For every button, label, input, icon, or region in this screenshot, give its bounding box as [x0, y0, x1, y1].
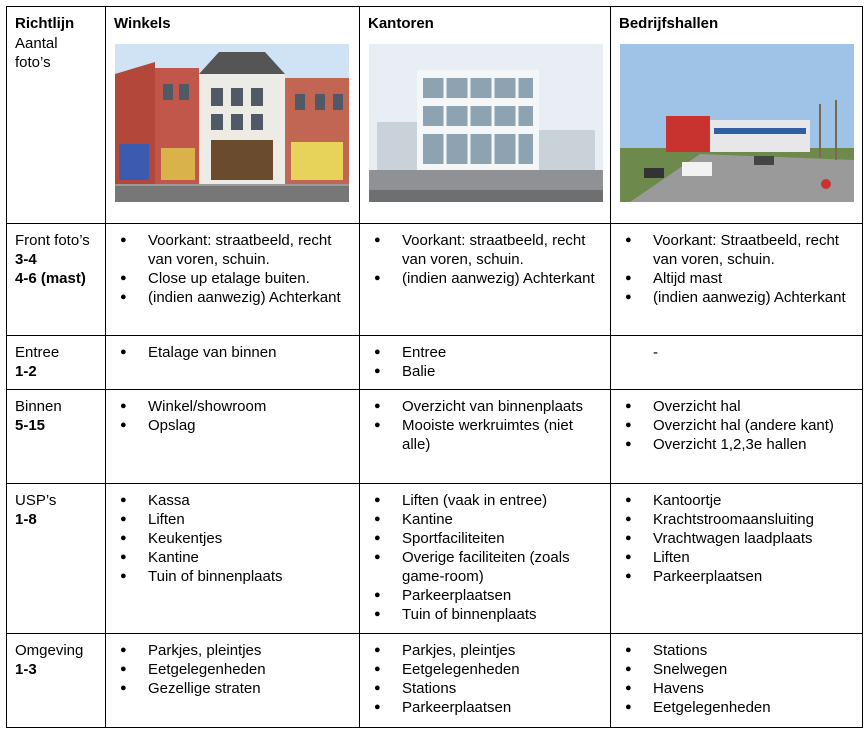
cell-front-kantoren — [360, 224, 611, 336]
cell-binnen-winkels — [106, 390, 360, 484]
cell-usps-hallen — [611, 484, 863, 634]
list-item: ● Overige faciliteiten (zoals game-room) — [374, 548, 602, 586]
list-item: ● Parkeerplaatsen — [625, 567, 854, 586]
list-item: ● Voorkant: straatbeeld, recht van voren, schuin. — [120, 231, 351, 269]
label-cell-binnen — [7, 390, 106, 484]
label-cell-front — [7, 224, 106, 336]
empty-dash: - — [653, 344, 658, 361]
list-item: ● Sportfaciliteiten — [374, 529, 602, 548]
list-item: ● Entree — [374, 343, 602, 362]
header-cell-kantoren — [360, 7, 611, 224]
list-item: ● Krachtstroomaansluiting — [625, 510, 854, 529]
list-item: ● Winkel/showroom — [120, 397, 351, 416]
row-binnen — [7, 390, 863, 484]
cell-binnen-hallen — [611, 390, 863, 484]
list-item: ● (indien aanwezig) Achterkant — [625, 288, 854, 307]
row-label-omgeving: Omgeving — [15, 642, 84, 659]
row-label-binnen: Binnen — [15, 398, 62, 415]
list-item: ● Tuin of binnenplaats — [120, 567, 351, 586]
list-item: ● Liften — [120, 510, 351, 529]
header-richtlijn: Richtlijn — [15, 15, 75, 32]
list-item: ● Gezellige straten — [120, 679, 351, 698]
list-item: ● Stations — [625, 641, 854, 660]
industrial-hall-photo — [620, 44, 854, 202]
cell-omgeving-winkels — [106, 634, 360, 728]
cell-binnen-kantoren — [360, 390, 611, 484]
list-item: ● Parkjes, pleintjes — [120, 641, 351, 660]
office-building-photo — [369, 44, 603, 202]
cell-entree-hallen — [611, 336, 863, 390]
header-cell-winkels — [106, 7, 360, 224]
cell-usps-kantoren — [360, 484, 611, 634]
row-count-binnen: 5-15 — [15, 417, 46, 434]
row-count-front-mast: 4-6 (mast) — [15, 270, 86, 287]
list-item: ● Altijd mast — [625, 269, 854, 288]
list-item: ● Vrachtwagen laadplaats — [625, 529, 854, 548]
cell-omgeving-hallen — [611, 634, 863, 728]
header-bedrijfshallen: Bedrijfshallen — [619, 15, 719, 32]
list-item: ● Liften — [625, 548, 854, 567]
list-item: ● Mooiste werkruimtes (niet alle) — [374, 416, 602, 454]
cell-front-hallen — [611, 224, 863, 336]
header-kantoren: Kantoren — [368, 15, 434, 32]
list-item: ● Opslag — [120, 416, 351, 435]
label-cell-entree — [7, 336, 106, 390]
list-item: ● Balie — [374, 362, 602, 381]
header-cell-bedrijfshallen — [611, 7, 863, 224]
list-item: ● Overzicht van binnenplaats — [374, 397, 602, 416]
list-item: ● Liften (vaak in entree) — [374, 491, 602, 510]
list-item: ● Parkjes, pleintjes — [374, 641, 602, 660]
list-item: ● Voorkant: Straatbeeld, recht van voren, schuin. — [625, 231, 854, 269]
label-cell-usps — [7, 484, 106, 634]
shop-street-photo — [115, 44, 349, 202]
cell-omgeving-kantoren — [360, 634, 611, 728]
header-row — [7, 7, 863, 224]
cell-entree-winkels — [106, 336, 360, 390]
header-fotos: foto’s — [15, 54, 51, 71]
row-label-usps: USP’s — [15, 492, 57, 509]
row-count-omgeving: 1-3 — [15, 661, 37, 678]
list-item: ● (indien aanwezig) Achterkant — [120, 288, 351, 307]
row-count-entree: 1-2 — [15, 363, 37, 380]
list-item: ● Tuin of binnenplaats — [374, 605, 602, 624]
photo-guideline-table — [6, 6, 863, 728]
header-winkels: Winkels — [114, 15, 171, 32]
list-item: ● Close up etalage buiten. — [120, 269, 351, 288]
list-item: ● Eetgelegenheden — [374, 660, 602, 679]
header-cell-richtlijn — [7, 7, 106, 224]
row-label-front: Front foto’s — [15, 232, 90, 249]
label-cell-omgeving — [7, 634, 106, 728]
list-item: ● Keukentjes — [120, 529, 351, 548]
list-item: ● Stations — [374, 679, 602, 698]
list-item: ● Kantine — [120, 548, 351, 567]
list-item: ● Overzicht 1,2,3e hallen — [625, 435, 854, 454]
list-item: ● Kantoortje — [625, 491, 854, 510]
row-entree — [7, 336, 863, 390]
list-item: ● Overzicht hal — [625, 397, 854, 416]
cell-entree-kantoren — [360, 336, 611, 390]
cell-usps-winkels — [106, 484, 360, 634]
list-item: ● Havens — [625, 679, 854, 698]
list-item: ● Snelwegen — [625, 660, 854, 679]
list-item: ● (indien aanwezig) Achterkant — [374, 269, 602, 288]
row-usps — [7, 484, 863, 634]
list-item: ● Parkeerplaatsen — [374, 698, 602, 717]
list-item: ● Kantine — [374, 510, 602, 529]
list-item: ● Voorkant: straatbeeld, recht van voren, schuin. — [374, 231, 602, 269]
list-item: ● Overzicht hal (andere kant) — [625, 416, 854, 435]
row-omgeving — [7, 634, 863, 728]
list-item: ● Eetgelegenheden — [120, 660, 351, 679]
row-count-usps: 1-8 — [15, 511, 37, 528]
list-item: ● Eetgelegenheden — [625, 698, 854, 717]
list-item: ● Parkeerplaatsen — [374, 586, 602, 605]
list-item: ● Kassa — [120, 491, 351, 510]
row-count-front: 3-4 — [15, 251, 37, 268]
row-front — [7, 224, 863, 336]
cell-front-winkels — [106, 224, 360, 336]
header-aantal: Aantal — [15, 35, 58, 52]
list-item: ● Etalage van binnen — [120, 343, 351, 362]
row-label-entree: Entree — [15, 344, 60, 361]
